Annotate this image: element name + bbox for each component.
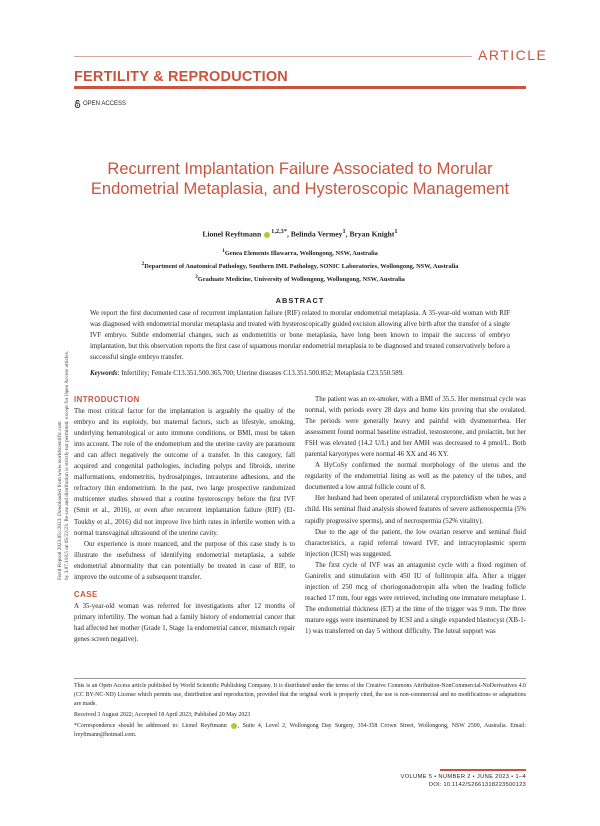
orcid-icon[interactable] <box>264 232 270 238</box>
abstract-heading: ABSTRACT <box>275 296 325 305</box>
download-side-note: Fertil Reprod 2023.05:c2023. Downloaded from www.worldscientific.com by 3.87.118.5 on 05/22/23. Re-use and distribution is strictly not permitted, except for Open Access articles. <box>57 350 70 580</box>
paragraph: Due to the age of the patient, the low ovarian reserve and seminal fluid characteristics, a rapid referral toward IVF, and intracytoplasmic sperm injection (ICSI) was suggested. <box>305 528 526 558</box>
volume-info: VOLUME 5 • NUMBER 2 • JUNE 2023 • 1–4 <box>400 774 526 780</box>
open-lock-icon <box>74 100 81 108</box>
journal-name[interactable]: FERTILITY & REPRODUCTION <box>74 69 288 85</box>
author-affil-sup: 1 <box>394 228 398 235</box>
abstract-text: We report the first documented case of recurrent implantation failure (RIF) related to morular endometrial metaplasia. A 35-year-old woman with RIF was diagnosed with endometrial morular metaplasia and treated with hysteroscopically guided excision allowing alive birth after the transfer of a single IVF embryo. Subtle endometrial changes, such as endometritis or bone metaplasia, have long been known to impair the success of embryo implantation, but this observation reports the first case of squamous morular endometrial metaplasia to be diagnosed and treated conservatively before a successful single embryo transfer. <box>90 310 510 361</box>
keywords <box>90 368 510 379</box>
article-title: Recurrent Implantation Failure Associated to Morular Endometrial Metaplasia, and Hysteroscopic Management <box>90 160 510 198</box>
author-name[interactable]: Lionel Reyftmann <box>202 229 262 239</box>
paragraph: Our experience is more nuanced, and the purpose of this case study is to illustrate the usefulness of identifying endometrial metaplasia, a subtle endometrial abnormality that can potentially be treated in case of RIF, to improve the outcome of a subsequent transfer. <box>74 540 295 581</box>
author-name[interactable]: , Bryan Knight <box>345 229 395 239</box>
footer-notes <box>74 682 526 742</box>
introduction-heading: INTRODUCTION <box>74 395 140 404</box>
paragraph: The most critical factor for the implantation is arguably the quality of the embryo and its euploidy, but maternal factors, such as lifestyle, smoking, underlying hematological or auto immune conditions, or BMI, must be taken into account. The role of the endometrium and the uterine cavity are paramount and can affect negatively the outcome of a transfer. In this category, fall acquired and congenital pathologies, including polyps and fibroids, uterine malformations, endometritis, hydrosalpinges, intrauterine adhesions, and the refractory thin endometrium. In the past, two large prospective randomized multicenter studies showed that a routine hysteroscopy before the first IVF (Smit et al., 2016), or even after recurrent implantation failure (RIF) (El-Toukhy et al., 2016) did not improve live birth rates in infertile women with a normal transvaginal ultrasound of the uterine cavity. <box>74 408 295 537</box>
journal-bar <box>74 86 526 89</box>
left-column <box>74 394 295 645</box>
paragraph: A 35-year-old woman was referred for investigations after 12 months of primary infertility. The woman had a family history of endometrial cancer that had affected her mother (Grade 1, Stage 1a endometrial cancer, mismatch repair genes screen negative). <box>74 602 295 643</box>
affiliation-item: $^1$Genea Elements Illawarra, Wollongong, NSW, Australia <box>222 248 378 258</box>
affiliation-list <box>80 246 520 285</box>
affiliation-item: $^3$Graduate Medicine, University of Wollongong, Wollongong, NSW, Australia <box>195 274 405 284</box>
affiliation-item: $^2$Department of Anatomical Pathology, Southern IML Pathology, SONIC Laboratories, Wollongong, NSW, Australia <box>141 261 459 271</box>
footer-bar <box>440 769 526 771</box>
case-heading: CASE <box>74 589 98 599</box>
author-list <box>90 228 510 239</box>
keywords-text: : Infertility; Female C13.351.500.365.700; Uterine diseases C13.351.500.852; Metaplasia C23.550.589. <box>117 370 404 377</box>
paragraph: The patient was an ex-smoker, with a BMI of 35.5. Her menstrual cycle was normal, with periods every 28 days and home kits proving that she ovulated. The periods were generally heavy and painful with dysmenorrhea. Her assessment found normal baseline estradiol, testosterone, and prolactin, but her FSH was elevated (14.2 U/L) and her AMH was decreased to 4 pmol/L. Both parental karyotypes were normal 46 XX and 46 XY. <box>305 396 526 459</box>
article-type-label: ARTICLE <box>478 47 548 63</box>
doi-link[interactable]: DOI: 10.1142/S2661318223500123 <box>428 782 526 788</box>
right-column <box>305 394 526 637</box>
author-name[interactable]: , Belinda Vermey <box>287 229 343 239</box>
license-note: This is an Open Access article published by World Scientific Publishing Company. It is distributed under the terms of the Creative Commons Attribution-NonCommercial-NoDerivatives 4.0 (CC BY-NC-ND) License which permits use, distribution and reproduction, provided that the original work is properly cited, the use is non-commercial and no modifications or adaptations are made. <box>74 683 526 707</box>
open-access-label: OPEN ACCESS <box>83 101 127 107</box>
paragraph: Her husband had been operated of unilateral cryptorchidism when he was a child. His seminal fluid analysis showed features of severe asthenospermia (5% rapidly progressive sperms), and of necrospermia (52% vitality). <box>305 495 526 525</box>
orcid-icon[interactable] <box>231 723 237 729</box>
keywords-label: Keywords <box>90 370 118 377</box>
open-access-badge <box>74 100 126 108</box>
paragraph: A HyCoSy confirmed the normal morphology of the uterus and the regularity of the endometrial lining as well as the patency of the tubes, and documented a low antral follicle count of 8. <box>305 462 526 492</box>
correspondence-note: *Correspondence should be addressed to: Lionel Reyftmann , Suite 4, Level 2, Wollongong Day Surgery, 354-358 Crown Street, Wollongong, NSW 2500, Australia. Email: lreyftmann@hotmail.com. <box>74 723 526 738</box>
author-affil-sup: 1 <box>342 228 346 235</box>
publication-dates: Received 3 August 2022; Accepted 18 April 2023; Published 20 May 2023 <box>74 712 251 718</box>
footer-rule <box>74 678 526 679</box>
header-rule <box>74 56 472 57</box>
author-affil-sup: 1,2,3* <box>271 228 287 235</box>
paragraph: The first cycle of IVF was an antagonist cycle with a fixed regimen of Ganirelix and stimulation with 450 IU of follitropin alfa. After a trigger injection of 250 mcg of choriogonadotropin alfa when the leading follicle reached 17 mm, four eggs were retrieved, including one immature metaphase 1. The endometrial thickness (ET) at the time of the trigger was 9 mm. The three mature eggs were inseminated by ICSI and a single expanded blastocyst (XB-1-1) was transferred on day 5 without difficulty. The luteal support was <box>305 561 526 635</box>
